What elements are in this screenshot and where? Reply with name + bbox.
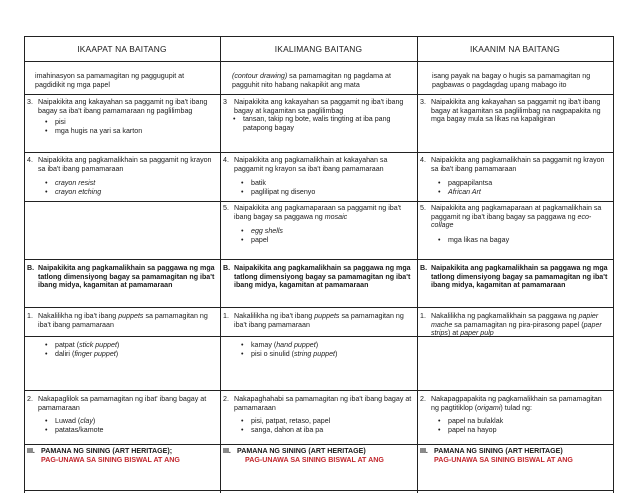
item-number: 5. xyxy=(223,204,229,212)
list-item xyxy=(420,395,610,434)
bullet-item: • patpat (stick puppet) xyxy=(41,341,215,350)
column-divider xyxy=(220,36,221,493)
header-grade-6: IKAANIM NA BAITANG xyxy=(469,43,560,54)
item-text: Nakalilikha ng pagkamalikhain sa paggawa ng papier mache sa pamamagitan ng pira-pirasong papel (paper strips) at paper pulp xyxy=(431,312,602,338)
section-title: PAMANA NG SINING (ART HERITAGE) xyxy=(237,447,366,455)
item-text: Nakapaglilok sa pamamagitan ng ibat' ibang bagay at pamamaraan xyxy=(38,395,207,412)
list-item xyxy=(223,156,413,196)
cell-continued-text: imahinasyon sa pamamagitan ng paggugupit at pagdidikit ng mga papel xyxy=(35,72,185,89)
column-divider xyxy=(417,36,418,493)
item-number: 4. xyxy=(420,156,426,164)
bullet-item: • pagpapilantsa xyxy=(434,179,610,188)
bullet-item: • crayon etching xyxy=(41,188,215,197)
section-iii xyxy=(27,447,217,464)
row-divider xyxy=(24,94,614,95)
bullet-item: • batik xyxy=(237,179,413,188)
bullet-item: • pisi, patpat, retaso, papel xyxy=(237,417,413,426)
curriculum-table xyxy=(24,36,614,493)
item-text: Naipakikita ang pagkamalikhain sa paggamit ng krayon sa iba't ibang pamamaraan xyxy=(431,156,605,173)
item-number: 5. xyxy=(420,204,426,212)
section-b xyxy=(27,264,215,290)
row-divider xyxy=(24,201,614,202)
table-border-bottom xyxy=(24,490,614,491)
list-item xyxy=(27,395,215,434)
item-number: 2. xyxy=(223,395,229,403)
section-number: III. xyxy=(27,447,35,455)
section-subtitle: PAG-UNAWA SA SINING BISWAL AT ANG xyxy=(245,455,384,464)
list-item xyxy=(27,98,215,135)
table-border-left xyxy=(24,36,25,493)
bullet-item: • sanga, dahon at iba pa xyxy=(237,426,413,435)
item-number: 4. xyxy=(223,156,229,164)
section-title: PAMANA NG SINING (ART HERITAGE); xyxy=(41,447,173,455)
bullet-item: • paglilipat ng disenyo xyxy=(237,188,413,197)
bullet-item: • Luwad (clay) xyxy=(41,417,215,426)
row-divider xyxy=(24,390,614,391)
bullet-item: • African Art xyxy=(434,188,610,197)
item-number: 3. xyxy=(420,98,426,106)
list-item xyxy=(223,395,413,434)
bullet-item: • papel na bulaklak xyxy=(434,417,610,426)
bullet-item: • papel xyxy=(237,236,413,245)
bullet-item: • egg shells xyxy=(237,227,413,236)
section-title: PAMANA NG SINING (ART HERITAGE) xyxy=(434,447,563,455)
section-text: Naipakikita ang pagkamalikhain sa paggawa ng mga tatlong dimensiyong bagay sa pamamagitan ng iba't ibang midya, kagamitan at pamamaraan xyxy=(431,264,608,290)
section-text: Naipakikita ang pagkamalikhain sa paggawa ng mga tatlong dimensiyong bagay sa pamamagitan ng iba't ibang midya, kagamitan at pamamaraan xyxy=(234,264,411,290)
cell-continued-text: (contour drawing) sa pamamagitan ng pagdama at pagguhit nito habang nakapikit ang mata xyxy=(232,72,391,89)
list-item xyxy=(223,312,413,358)
bullet-item: • mga hugis na yari sa karton xyxy=(41,127,215,136)
bullet-item: • tansan, takip ng bote, walis tingting at iba pang patapong bagay xyxy=(229,115,413,132)
row-divider xyxy=(24,307,614,308)
row-divider xyxy=(24,152,614,153)
section-b xyxy=(223,264,413,290)
bullet-item: • daliri (finger puppet) xyxy=(41,350,215,359)
section-text: Naipakikita ang pagkamalikhain sa paggawa ng mga tatlong dimensiyong bagay sa pamamagitan ng iba't ibang midya, kagamitan at pamamaraan xyxy=(38,264,215,290)
list-item xyxy=(420,156,610,196)
section-iii xyxy=(420,447,612,464)
section-letter: B. xyxy=(223,264,231,272)
item-number: 1. xyxy=(420,312,426,320)
list-item xyxy=(420,312,610,338)
item-number: 1. xyxy=(27,312,33,320)
section-b xyxy=(420,264,610,290)
item-text: Nakalilikha ng iba't ibang puppets sa pamamagitan ng iba't ibang pamamaraan xyxy=(234,312,404,329)
item-number: 3 xyxy=(223,98,227,106)
item-number: 1. xyxy=(223,312,229,320)
section-subtitle: PAG-UNAWA SA SINING BISWAL AT ANG xyxy=(41,455,180,464)
list-item xyxy=(223,204,413,244)
item-text: Naipakikita ang kakayahan sa paggamit ng iba't ibang bagay at kagamitan sa paglilimbag na nagpapakita ng mga bagay mula sa likas na kapaligiran xyxy=(431,98,601,124)
bullet-item: • papel na hayop xyxy=(434,426,610,435)
section-letter: B. xyxy=(420,264,428,272)
section-number: III. xyxy=(420,447,428,455)
bullet-item: • patatas/kamote xyxy=(41,426,215,435)
item-text: Naipakikita ang pagkamaparaan at pagkamalikhain sa paggamit ng iba't ibang bagay sa paggawa ng eco-collage xyxy=(431,204,602,230)
header-grade-4: IKAAPAT NA BAITANG xyxy=(77,43,167,54)
list-item xyxy=(223,98,413,132)
item-text: Naipakikita ang pagkamalikhain sa paggamit ng krayon sa iba't ibang pamamaraan xyxy=(38,156,212,173)
list-item xyxy=(420,204,610,244)
item-text: Naipakikita ang pagkamaparaan sa paggamit ng iba't ibang bagay sa paggawa ng mosaic xyxy=(234,204,401,221)
item-number: 2. xyxy=(420,395,426,403)
item-text: Nakapaghahabi sa pamamagitan ng iba't ibang bagay at pamamaraan xyxy=(234,395,412,412)
bullet-item: • pisi o sinulid (string puppet) xyxy=(237,350,413,359)
section-iii xyxy=(223,447,415,464)
item-number: 2. xyxy=(27,395,33,403)
cell-continued-text: isang payak na bagay o hugis sa pamamagitan ng pagbawas o pagdagdag upang mabago ito xyxy=(432,72,591,89)
list-item xyxy=(420,98,610,124)
item-number: 4. xyxy=(27,156,33,164)
bullet-item: • mga likas na bagay xyxy=(434,236,610,245)
item-text: Nakalilikha ng iba't ibang puppets sa pamamagitan ng iba't ibang pamamaraan xyxy=(38,312,208,329)
header-divider xyxy=(24,61,614,62)
item-text: Naipakikita ang pagkamalikhain at kakayahan sa paggamit ng krayon sa iba't ibang pamamaraan xyxy=(234,156,388,173)
section-letter: B. xyxy=(27,264,35,272)
item-text: Naipakikita ang kakayahan sa paggamit ng iba't ibang bagay at kagamitan sa paglilimbag xyxy=(234,98,404,115)
item-number: 3. xyxy=(27,98,33,106)
section-subtitle: PAG-UNAWA SA SINING BISWAL AT ANG xyxy=(434,455,573,464)
item-text: Naipakikita ang kakayahan sa paggamit ng iba't ibang bagay sa iba't ibang pamamaraan ng paglilimbag xyxy=(38,98,208,115)
bullet-item: • crayon resist xyxy=(41,179,215,188)
section-number: III. xyxy=(223,447,231,455)
header-grade-5: IKALIMANG BAITANG xyxy=(274,43,363,54)
row-divider xyxy=(24,259,614,260)
list-item xyxy=(27,156,215,196)
item-text: Nakapagpapakita ng pagkamalikhain sa pamamagitan ng pagtitiklop (origami) tulad ng: xyxy=(431,395,602,412)
bullet-item: • kamay (hand puppet) xyxy=(237,341,413,350)
row-divider xyxy=(24,444,614,445)
table-border-right xyxy=(613,36,614,493)
bullet-item: • pisi xyxy=(41,118,215,127)
list-item xyxy=(27,312,215,358)
